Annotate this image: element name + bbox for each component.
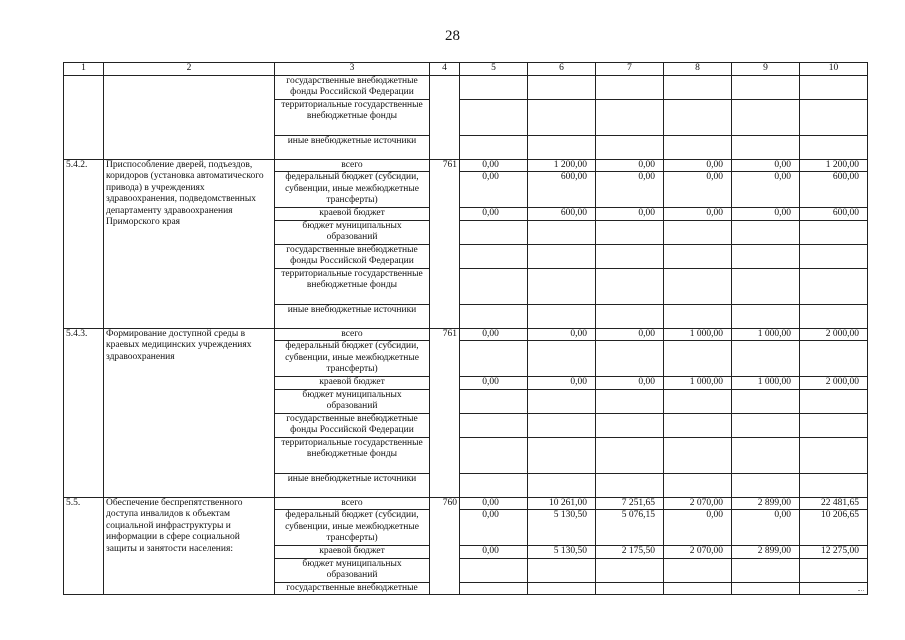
- item-name: Обеспечение беспрепятственного доступа инвалидов к объектам социальной инфраструктуры и информации в сфере социальной защиты и занятости населения:: [104, 497, 275, 595]
- amount-cell: 0,00: [596, 208, 664, 221]
- amount-cell: 600,00: [528, 172, 596, 208]
- table-row: [64, 497, 868, 510]
- amount-cell: 5 076,15: [596, 510, 664, 546]
- amount-cell: [596, 413, 664, 437]
- amount-cell: [596, 304, 664, 328]
- funding-source: краевой бюджет: [275, 377, 430, 390]
- column-header: 3: [275, 63, 430, 76]
- amount-cell: [800, 413, 868, 437]
- column-header: 9: [732, 63, 800, 76]
- amount-cell: [800, 304, 868, 328]
- amount-cell: [732, 268, 800, 304]
- amount-cell: [732, 75, 800, 99]
- item-number: 5.5.: [64, 497, 104, 595]
- amount-cell: 0,00: [460, 377, 528, 390]
- funding-source: всего: [275, 159, 430, 172]
- table-row: [64, 75, 868, 99]
- funding-source: бюджет муниципальных образований: [275, 558, 430, 582]
- amount-cell: [732, 558, 800, 582]
- amount-cell: [664, 437, 732, 473]
- funding-source: всего: [275, 328, 430, 341]
- amount-cell: 0,00: [596, 172, 664, 208]
- budget-table: [63, 62, 868, 595]
- amount-cell: [460, 99, 528, 135]
- column-header: 2: [104, 63, 275, 76]
- amount-cell: 2 070,00: [664, 546, 732, 559]
- funding-source: федеральный бюджет (субсидии, субвенции, иные межбюджетные трансферты): [275, 341, 430, 377]
- amount-cell: 22 481,65: [800, 497, 868, 510]
- amount-cell: [732, 244, 800, 268]
- amount-cell: [800, 220, 868, 244]
- amount-cell: [460, 582, 528, 595]
- amount-cell: [460, 244, 528, 268]
- amount-cell: 1 000,00: [664, 328, 732, 341]
- amount-cell: [460, 413, 528, 437]
- amount-cell: [528, 244, 596, 268]
- amount-cell: 0,00: [664, 208, 732, 221]
- amount-cell: [596, 582, 664, 595]
- item-number: [64, 75, 104, 159]
- amount-cell: [732, 99, 800, 135]
- amount-cell: [800, 558, 868, 582]
- funding-source: федеральный бюджет (субсидии, субвенции, иные межбюджетные трансферты): [275, 510, 430, 546]
- funding-source: иные внебюджетные источники: [275, 304, 430, 328]
- amount-cell: [528, 75, 596, 99]
- amount-cell: [732, 582, 800, 595]
- amount-cell: 0,00: [528, 328, 596, 341]
- amount-cell: 2 000,00: [800, 328, 868, 341]
- header-row: [64, 63, 868, 76]
- amount-cell: [664, 244, 732, 268]
- item-number: 5.4.3.: [64, 328, 104, 497]
- amount-cell: [528, 473, 596, 497]
- funding-source: федеральный бюджет (субсидии, субвенции, иные межбюджетные трансферты): [275, 172, 430, 208]
- amount-cell: [460, 473, 528, 497]
- amount-cell: 1 000,00: [732, 328, 800, 341]
- amount-cell: [732, 304, 800, 328]
- amount-cell: [800, 473, 868, 497]
- amount-cell: [596, 99, 664, 135]
- funding-source: всего: [275, 497, 430, 510]
- amount-cell: [800, 99, 868, 135]
- column-header: 1: [64, 63, 104, 76]
- amount-cell: [528, 99, 596, 135]
- amount-cell: 10 261,00: [528, 497, 596, 510]
- amount-cell: [596, 75, 664, 99]
- amount-cell: 0,00: [732, 159, 800, 172]
- amount-cell: [664, 75, 732, 99]
- column-header: 7: [596, 63, 664, 76]
- amount-cell: [732, 341, 800, 377]
- amount-cell: [732, 437, 800, 473]
- funding-source: государственные внебюджетные: [275, 582, 430, 595]
- amount-cell: [800, 135, 868, 159]
- amount-cell: [596, 268, 664, 304]
- amount-cell: [664, 413, 732, 437]
- funding-source: государственные внебюджетные фонды Российской Федерации: [275, 75, 430, 99]
- amount-cell: [732, 220, 800, 244]
- amount-cell: [800, 268, 868, 304]
- amount-cell: [800, 389, 868, 413]
- item-name: Приспособление дверей, подъездов, коридоров (установка автоматического привода) в учреждениях здравоохранения, подведомственных департаменту здравоохранения Приморского края: [104, 159, 275, 328]
- amount-cell: [664, 389, 732, 413]
- amount-cell: [460, 558, 528, 582]
- amount-cell: [664, 220, 732, 244]
- amount-cell: [664, 558, 732, 582]
- amount-cell: [460, 135, 528, 159]
- amount-cell: 1 200,00: [528, 159, 596, 172]
- amount-cell: [664, 473, 732, 497]
- item-number: 5.4.2.: [64, 159, 104, 328]
- amount-cell: 0,00: [460, 497, 528, 510]
- table-row: [64, 159, 868, 172]
- page-number: 28: [445, 28, 460, 44]
- amount-cell: [596, 135, 664, 159]
- amount-cell: 600,00: [528, 208, 596, 221]
- amount-cell: 0,00: [460, 328, 528, 341]
- amount-cell: 0,00: [460, 510, 528, 546]
- amount-cell: 5 130,50: [528, 510, 596, 546]
- amount-cell: [732, 135, 800, 159]
- amount-cell: 1 000,00: [732, 377, 800, 390]
- amount-cell: 0,00: [528, 377, 596, 390]
- funding-source: территориальные государственные внебюджетные фонды: [275, 99, 430, 135]
- amount-cell: [596, 220, 664, 244]
- amount-cell: [528, 413, 596, 437]
- amount-cell: [460, 437, 528, 473]
- amount-cell: [732, 473, 800, 497]
- amount-cell: 2 175,50: [596, 546, 664, 559]
- amount-cell: [528, 341, 596, 377]
- item-name: [104, 75, 275, 159]
- amount-cell: [664, 304, 732, 328]
- amount-cell: [528, 389, 596, 413]
- amount-cell: [460, 268, 528, 304]
- funding-source: иные внебюджетные источники: [275, 473, 430, 497]
- amount-cell: 10 206,65: [800, 510, 868, 546]
- budget-code: 760: [430, 497, 460, 595]
- amount-cell: [528, 268, 596, 304]
- amount-cell: 0,00: [596, 377, 664, 390]
- amount-cell: 2 070,00: [664, 497, 732, 510]
- amount-cell: 0,00: [596, 159, 664, 172]
- amount-cell: [664, 268, 732, 304]
- amount-cell: [460, 341, 528, 377]
- amount-cell: [528, 558, 596, 582]
- amount-cell: 0,00: [460, 546, 528, 559]
- amount-cell: 2 899,00: [732, 497, 800, 510]
- amount-cell: 0,00: [732, 208, 800, 221]
- amount-cell: 0,00: [596, 328, 664, 341]
- amount-cell: 0,00: [460, 208, 528, 221]
- amount-cell: [664, 99, 732, 135]
- amount-cell: [460, 304, 528, 328]
- amount-cell: [800, 437, 868, 473]
- margin-mark: [858, 590, 864, 593]
- amount-cell: [528, 304, 596, 328]
- amount-cell: 2 899,00: [732, 546, 800, 559]
- funding-source: бюджет муниципальных образований: [275, 220, 430, 244]
- amount-cell: 2 000,00: [800, 377, 868, 390]
- amount-cell: [596, 558, 664, 582]
- amount-cell: 0,00: [732, 510, 800, 546]
- amount-cell: [460, 389, 528, 413]
- amount-cell: [460, 75, 528, 99]
- table-row: [64, 328, 868, 341]
- amount-cell: [460, 220, 528, 244]
- amount-cell: 0,00: [732, 172, 800, 208]
- funding-source: государственные внебюджетные фонды Российской Федерации: [275, 244, 430, 268]
- amount-cell: [664, 135, 732, 159]
- amount-cell: [528, 220, 596, 244]
- budget-code: 761: [430, 159, 460, 328]
- amount-cell: 0,00: [664, 510, 732, 546]
- column-header: 4: [430, 63, 460, 76]
- funding-source: бюджет муниципальных образований: [275, 389, 430, 413]
- funding-source: иные внебюджетные источники: [275, 135, 430, 159]
- amount-cell: 600,00: [800, 208, 868, 221]
- amount-cell: 600,00: [800, 172, 868, 208]
- amount-cell: [596, 389, 664, 413]
- amount-cell: [596, 244, 664, 268]
- amount-cell: [664, 341, 732, 377]
- amount-cell: 0,00: [664, 172, 732, 208]
- amount-cell: 0,00: [460, 159, 528, 172]
- funding-source: территориальные государственные внебюджетные фонды: [275, 437, 430, 473]
- amount-cell: [732, 413, 800, 437]
- amount-cell: 0,00: [460, 172, 528, 208]
- amount-cell: [596, 437, 664, 473]
- column-header: 6: [528, 63, 596, 76]
- amount-cell: 12 275,00: [800, 546, 868, 559]
- column-header: 10: [800, 63, 868, 76]
- amount-cell: [800, 75, 868, 99]
- funding-source: территориальные государственные внебюджетные фонды: [275, 268, 430, 304]
- amount-cell: [528, 135, 596, 159]
- amount-cell: [528, 437, 596, 473]
- amount-cell: 1 200,00: [800, 159, 868, 172]
- amount-cell: [732, 389, 800, 413]
- amount-cell: 7 251,65: [596, 497, 664, 510]
- column-header: 5: [460, 63, 528, 76]
- funding-source: государственные внебюджетные фонды Российской Федерации: [275, 413, 430, 437]
- amount-cell: [800, 341, 868, 377]
- budget-code: [430, 75, 460, 159]
- amount-cell: 1 000,00: [664, 377, 732, 390]
- amount-cell: [596, 473, 664, 497]
- column-header: 8: [664, 63, 732, 76]
- amount-cell: 0,00: [664, 159, 732, 172]
- amount-cell: [596, 341, 664, 377]
- amount-cell: [528, 582, 596, 595]
- item-name: Формирование доступной среды в краевых медицинских учреждениях здравоохранения: [104, 328, 275, 497]
- budget-code: 761: [430, 328, 460, 497]
- funding-source: краевой бюджет: [275, 546, 430, 559]
- amount-cell: [800, 244, 868, 268]
- amount-cell: [664, 582, 732, 595]
- amount-cell: 5 130,50: [528, 546, 596, 559]
- funding-source: краевой бюджет: [275, 208, 430, 221]
